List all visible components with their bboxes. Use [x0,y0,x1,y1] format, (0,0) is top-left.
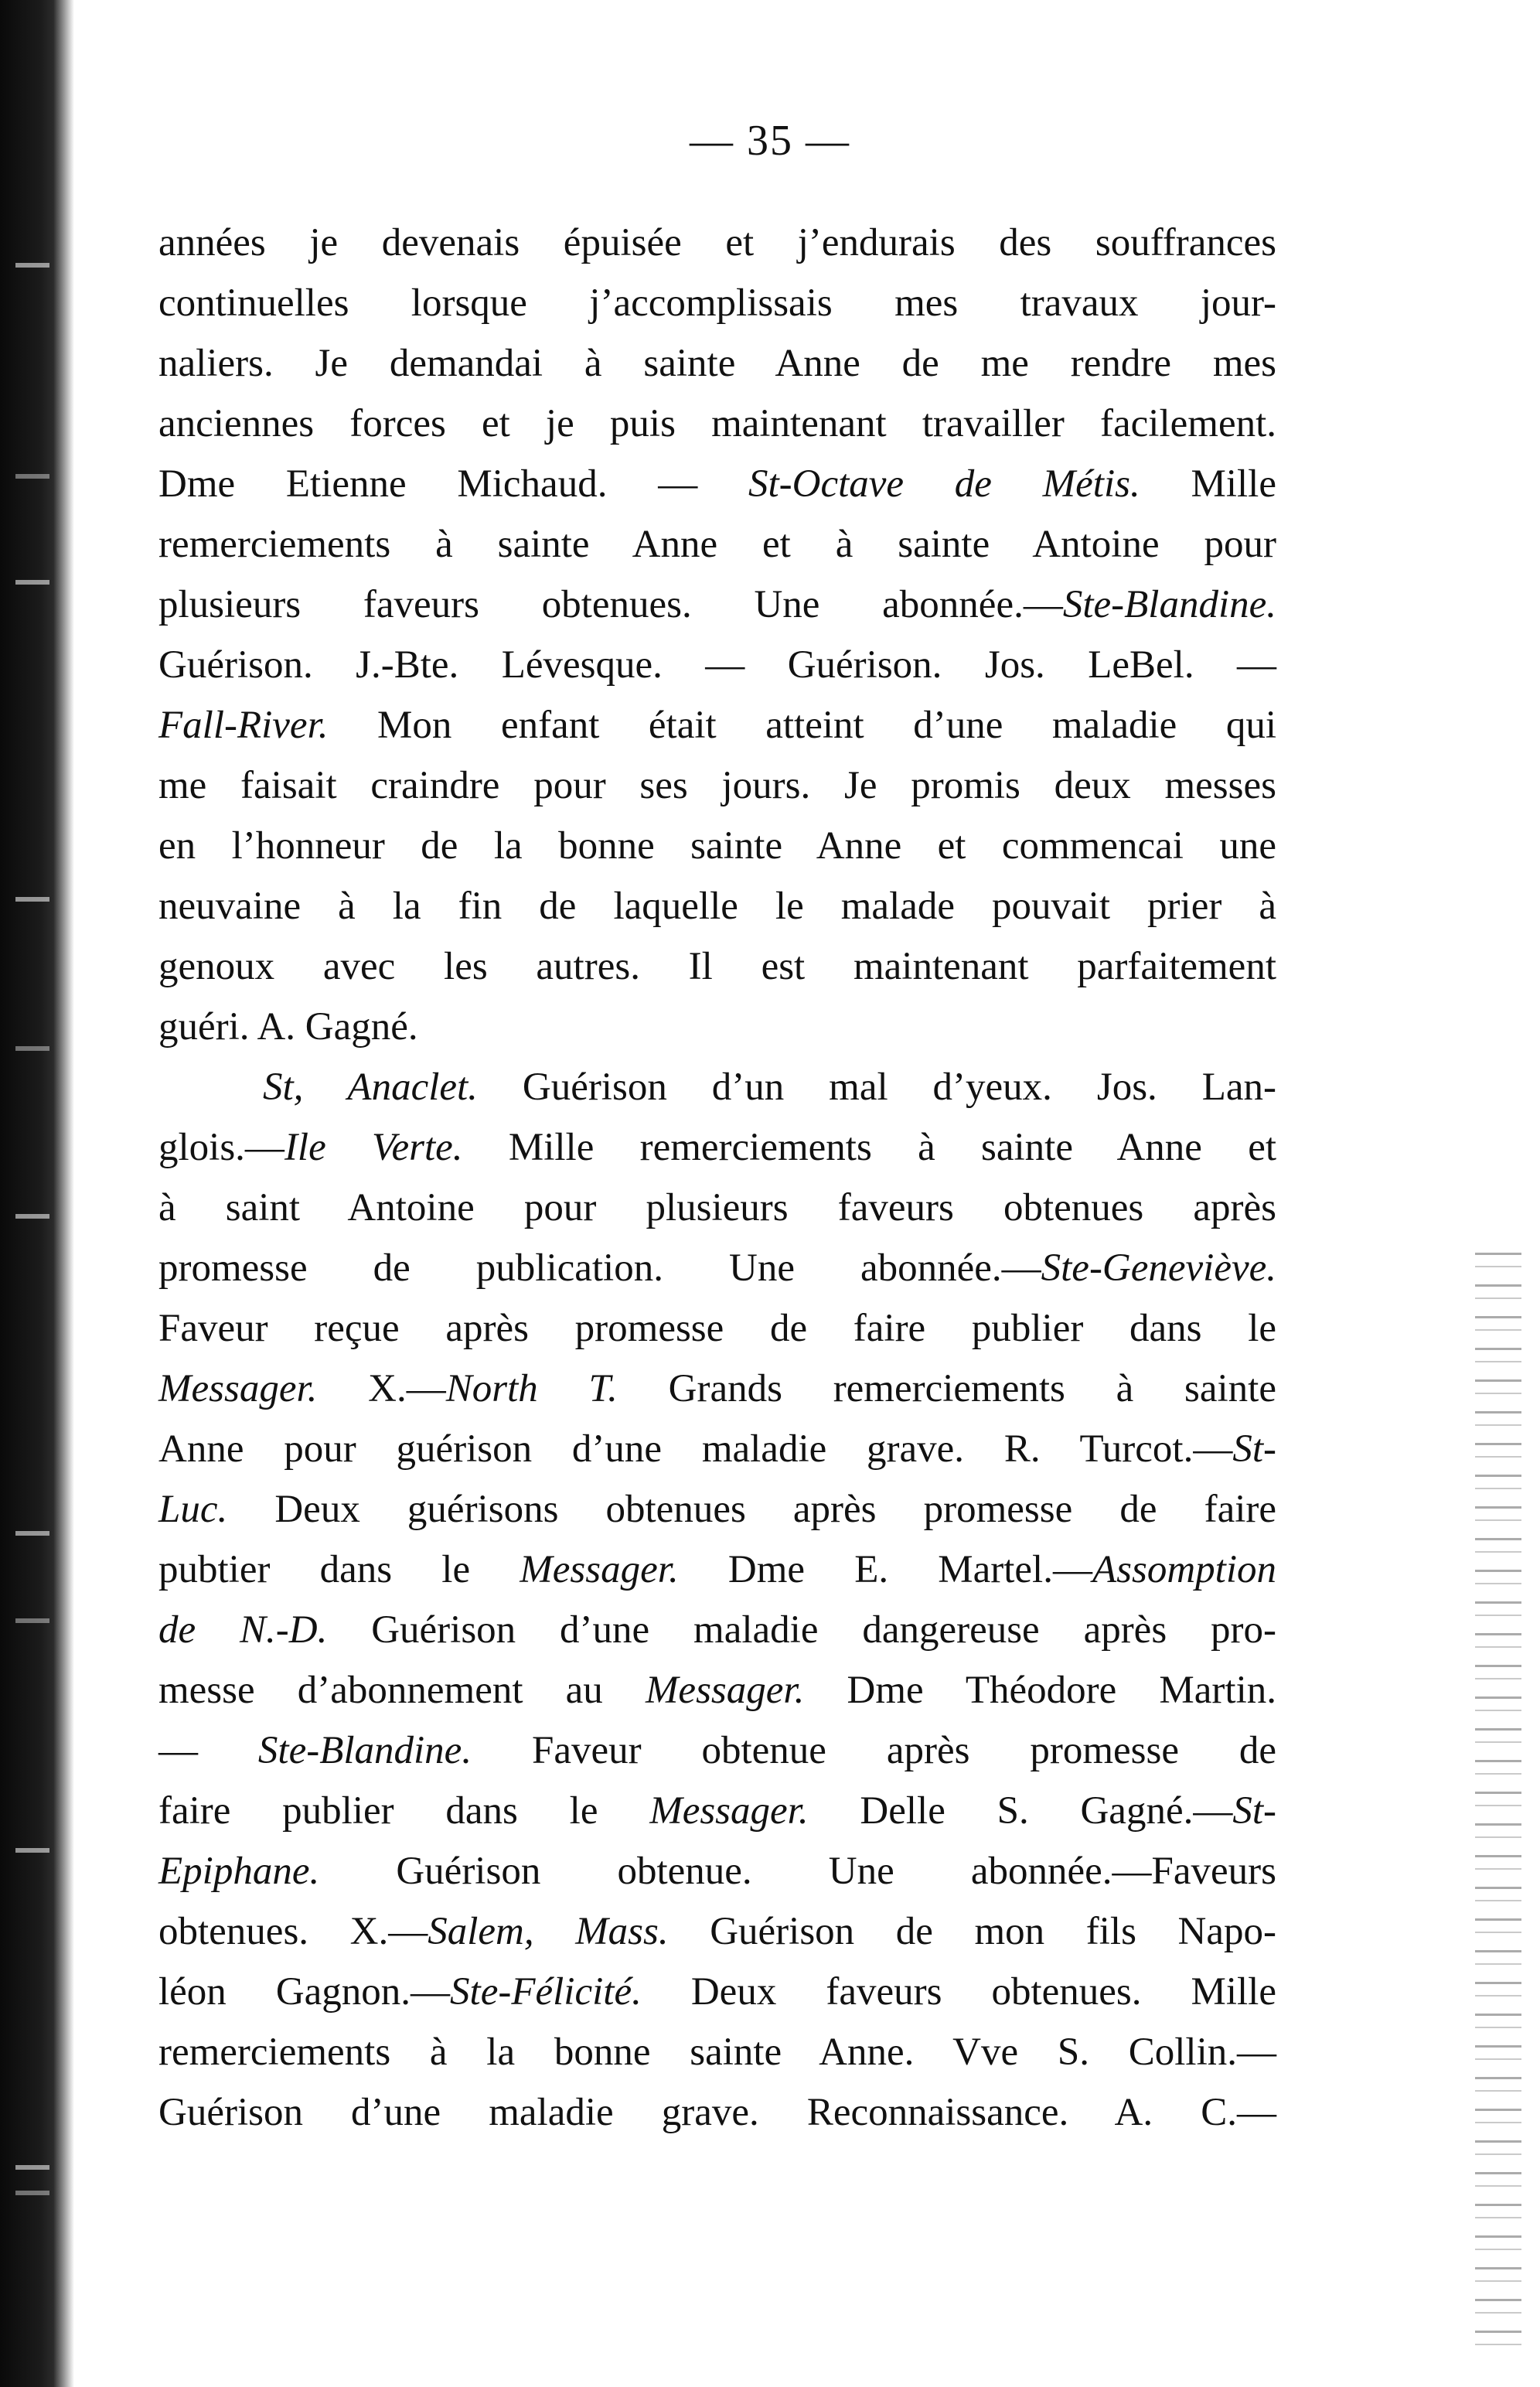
text-run: en l’honneur de la bonne sainte Anne et commencai une [158,824,1276,868]
text-line [158,575,1276,635]
italic-place-name: Salem, Mass. [428,1910,669,1953]
text-line [158,514,1276,575]
text-run: remerciements à sainte Anne et à sainte Antoine pour [158,523,1276,566]
italic-place-name: Messager. [649,1789,809,1833]
text-run: genoux avec les autres. Il est maintenant parfaitement [158,945,1276,988]
italic-place-name: St- [1232,1789,1276,1833]
italic-place-name: Ile Verte. [284,1126,463,1169]
text-line [158,394,1276,454]
text-run: Guérison obtenue. Une abonnée.—Faveurs [319,1850,1276,1893]
text-run: Anne pour guérison d’une maladie grave. R. Turcot.— [158,1427,1233,1471]
text-line [158,1479,1276,1540]
text-line [158,755,1276,816]
text-run: guéri. A. Gagné. [158,1005,418,1049]
italic-place-name: Messager. [520,1548,679,1591]
italic-place-name: Ste-Félicité. [450,1970,642,2014]
text-run: Deux guérisons obtenues après promesse de faire [227,1488,1276,1531]
text-line [158,876,1276,936]
text-line [158,1178,1276,1238]
text-line [158,1660,1276,1720]
italic-place-name: Ste-Blandine. [257,1729,472,1772]
italic-place-name: Messager. [158,1367,318,1410]
text-run: Mille remerciements à sainte Anne et [462,1126,1277,1169]
text-run: — [158,1729,258,1772]
text-run: Guérison d’un mal d’yeux. Jos. Lan- [477,1066,1276,1109]
page-number: — 35 — [690,117,850,165]
italic-place-name: Ste-Geneviève. [1041,1246,1276,1290]
italic-place-name: Messager. [645,1669,805,1712]
text-line [158,1841,1276,1901]
text-run: Guérison d’une maladie grave. Reconnaissance. A. C.— [158,2091,1276,2134]
italic-place-name: Luc. [158,1488,228,1531]
text-run: Dme E. Martel.— [678,1548,1092,1591]
text-run: naliers. Je demandai à sainte Anne de me rendre mes [158,342,1276,385]
text-run: Deux faveurs obtenues. Mille [641,1970,1276,2014]
text-run: neuvaine à la fin de laquelle le malade pouvait prier à [158,885,1276,928]
text-run: pubtier dans le [158,1548,520,1591]
spine-scan-artifacts [15,0,49,2387]
text-line [158,1238,1276,1298]
text-line [158,333,1276,394]
text-run: X.— [317,1367,446,1410]
text-line [158,1540,1276,1600]
italic-place-name: St- [1232,1427,1276,1471]
text-line [158,936,1276,997]
text-line [158,273,1276,333]
text-run: Mille [1140,462,1276,506]
text-run: à saint Antoine pour plusieurs faveurs obtenues après [158,1186,1276,1229]
text-run: léon Gagnon.— [158,1970,451,2014]
text-line [158,1962,1276,2022]
text-line [158,997,1276,1057]
text-run: promesse de publication. Une abonnée.— [158,1246,1041,1290]
text-line [158,1781,1276,1841]
italic-place-name: Ste-Blandine. [1062,583,1276,626]
text-line [158,213,1276,273]
text-run: Faveur reçue après promesse de faire publier dans le [158,1307,1276,1350]
text-line [158,1600,1276,1660]
text-line [158,1901,1276,1962]
italic-place-name: St-Octave de Métis. [748,462,1140,506]
text-line [158,635,1276,695]
text-run: Dme Théodore Martin. [804,1669,1276,1712]
text-run: Faveur obtenue après promesse de [472,1729,1277,1772]
text-run: me faisait craindre pour ses jours. Je promis deux messes [158,764,1276,807]
text-line [158,695,1276,755]
text-run: faire publier dans le [158,1789,650,1833]
text-run: obtenues. X.— [158,1910,428,1953]
italic-place-name: St, Anaclet. [263,1066,478,1109]
text-line [158,1298,1276,1359]
italic-place-name: Fall-River. [158,704,329,747]
text-line [158,1720,1276,1781]
text-run: plusieurs faveurs obtenues. Une abonnée.— [158,583,1063,626]
text-run: Delle S. Gagné.— [808,1789,1233,1833]
text-run: Guérison d’une maladie dangereuse après pro- [327,1608,1277,1652]
text-run: remerciements à la bonne sainte Anne. Vve S. Collin.— [158,2031,1276,2074]
text-line [158,1359,1276,1419]
text-run: Guérison. J.-Bte. Lévesque. — Guérison. Jos. LeBel. — [158,643,1276,687]
text-run: Mon enfant était atteint d’une maladie qui [328,704,1276,747]
text-run: Grands remerciements à sainte [617,1367,1276,1410]
text-line [158,454,1276,514]
text-line [158,1117,1276,1178]
italic-place-name: Assomption [1092,1548,1277,1591]
page-edge-speckles [1475,1253,1521,2351]
text-line [158,2022,1276,2082]
text-run: continuelles lorsque j’accomplissais mes travaux jour- [158,281,1276,325]
text-run: messe d’abonnement au [158,1669,646,1712]
text-run: Guérison de mon fils Napo- [668,1910,1276,1953]
text-run: glois.— [158,1126,284,1169]
italic-place-name: North T. [445,1367,618,1410]
text-line [158,1419,1276,1479]
text-line [158,816,1276,876]
body-text [158,213,1276,2143]
italic-place-name: Epiphane. [158,1850,320,1893]
text-line [158,2082,1276,2143]
italic-place-name: de N.-D. [158,1608,328,1652]
text-run: années je devenais épuisée et j’endurais des souffrances [158,221,1276,264]
text-run: Dme Etienne Michaud. — [158,462,748,506]
text-line [158,1057,1276,1117]
text-run: anciennes forces et je puis maintenant travailler facilement. [158,402,1276,445]
